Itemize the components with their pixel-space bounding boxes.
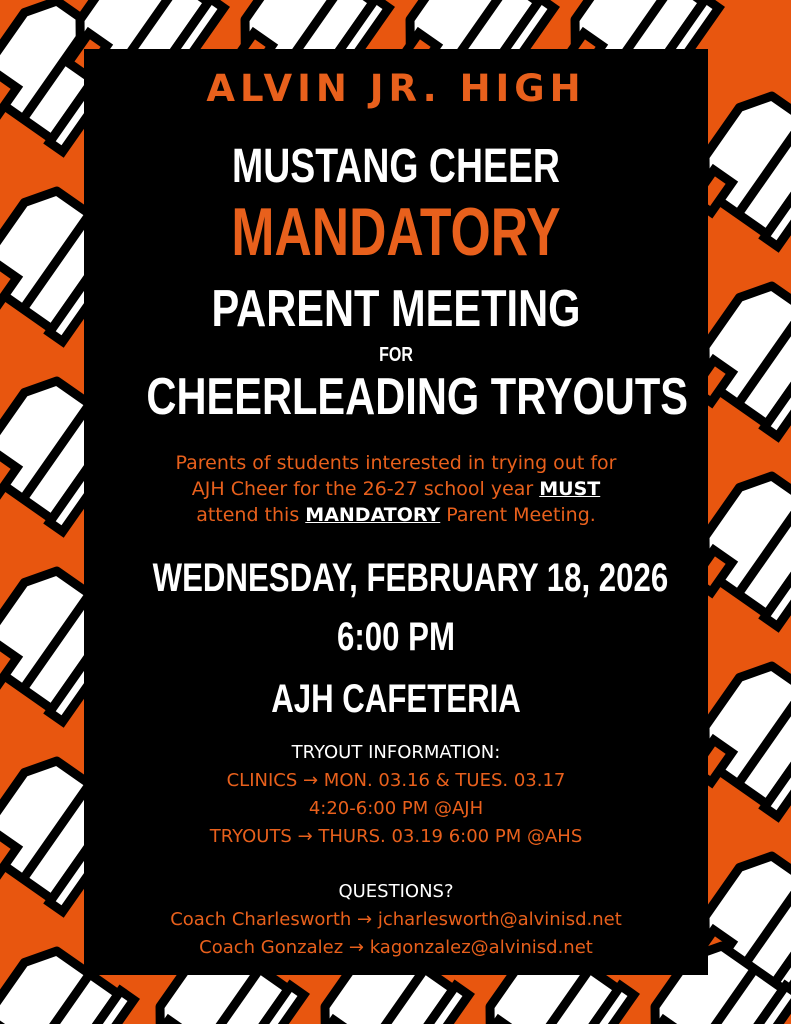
intro-text: Parent Meeting. [440, 504, 596, 526]
coach-gonzalez-contact[interactable]: Coach Gonzalez → kagonzalez@alvinisd.net [199, 937, 593, 958]
must-emphasis: MUST [539, 478, 601, 500]
intro-line-3 [84, 502, 708, 528]
title-mandatory: MANDATORY [231, 194, 561, 270]
title-for: FOR [379, 344, 413, 366]
meeting-date: WEDNESDAY, FEBRUARY 18, 2026 [152, 556, 669, 600]
clinics-dates: CLINICS → MON. 03.16 & TUES. 03.17 [226, 770, 566, 791]
flyer-panel [84, 49, 708, 975]
intro-text: attend this [196, 504, 306, 526]
school-name: ALVIN JR. HIGH [206, 67, 586, 110]
coach-charlesworth-contact[interactable]: Coach Charlesworth → jcharlesworth@alvinisd.net [170, 909, 622, 930]
intro-paragraph [84, 450, 708, 528]
intro-text: AJH Cheer for the 26-27 school year [191, 478, 540, 500]
title-parent-meeting: PARENT MEETING [211, 280, 581, 338]
tryout-info-heading: TRYOUT INFORMATION: [291, 742, 501, 763]
intro-line-1: Parents of students interested in trying out for [175, 452, 617, 474]
clinics-time: 4:20-6:00 PM @AJH [308, 798, 484, 819]
title-mustang-cheer: MUSTANG CHEER [232, 140, 560, 193]
mandatory-emphasis: MANDATORY [305, 504, 441, 526]
intro-line-2 [84, 476, 708, 502]
tryouts-date: TRYOUTS → THURS. 03.19 6:00 PM @AHS [209, 826, 583, 847]
title-cheerleading-tryouts: CHEERLEADING TRYOUTS [146, 368, 688, 426]
questions-heading: QUESTIONS? [338, 881, 454, 902]
meeting-location: AJH CAFETERIA [271, 677, 521, 721]
meeting-time: 6:00 PM [337, 615, 455, 659]
